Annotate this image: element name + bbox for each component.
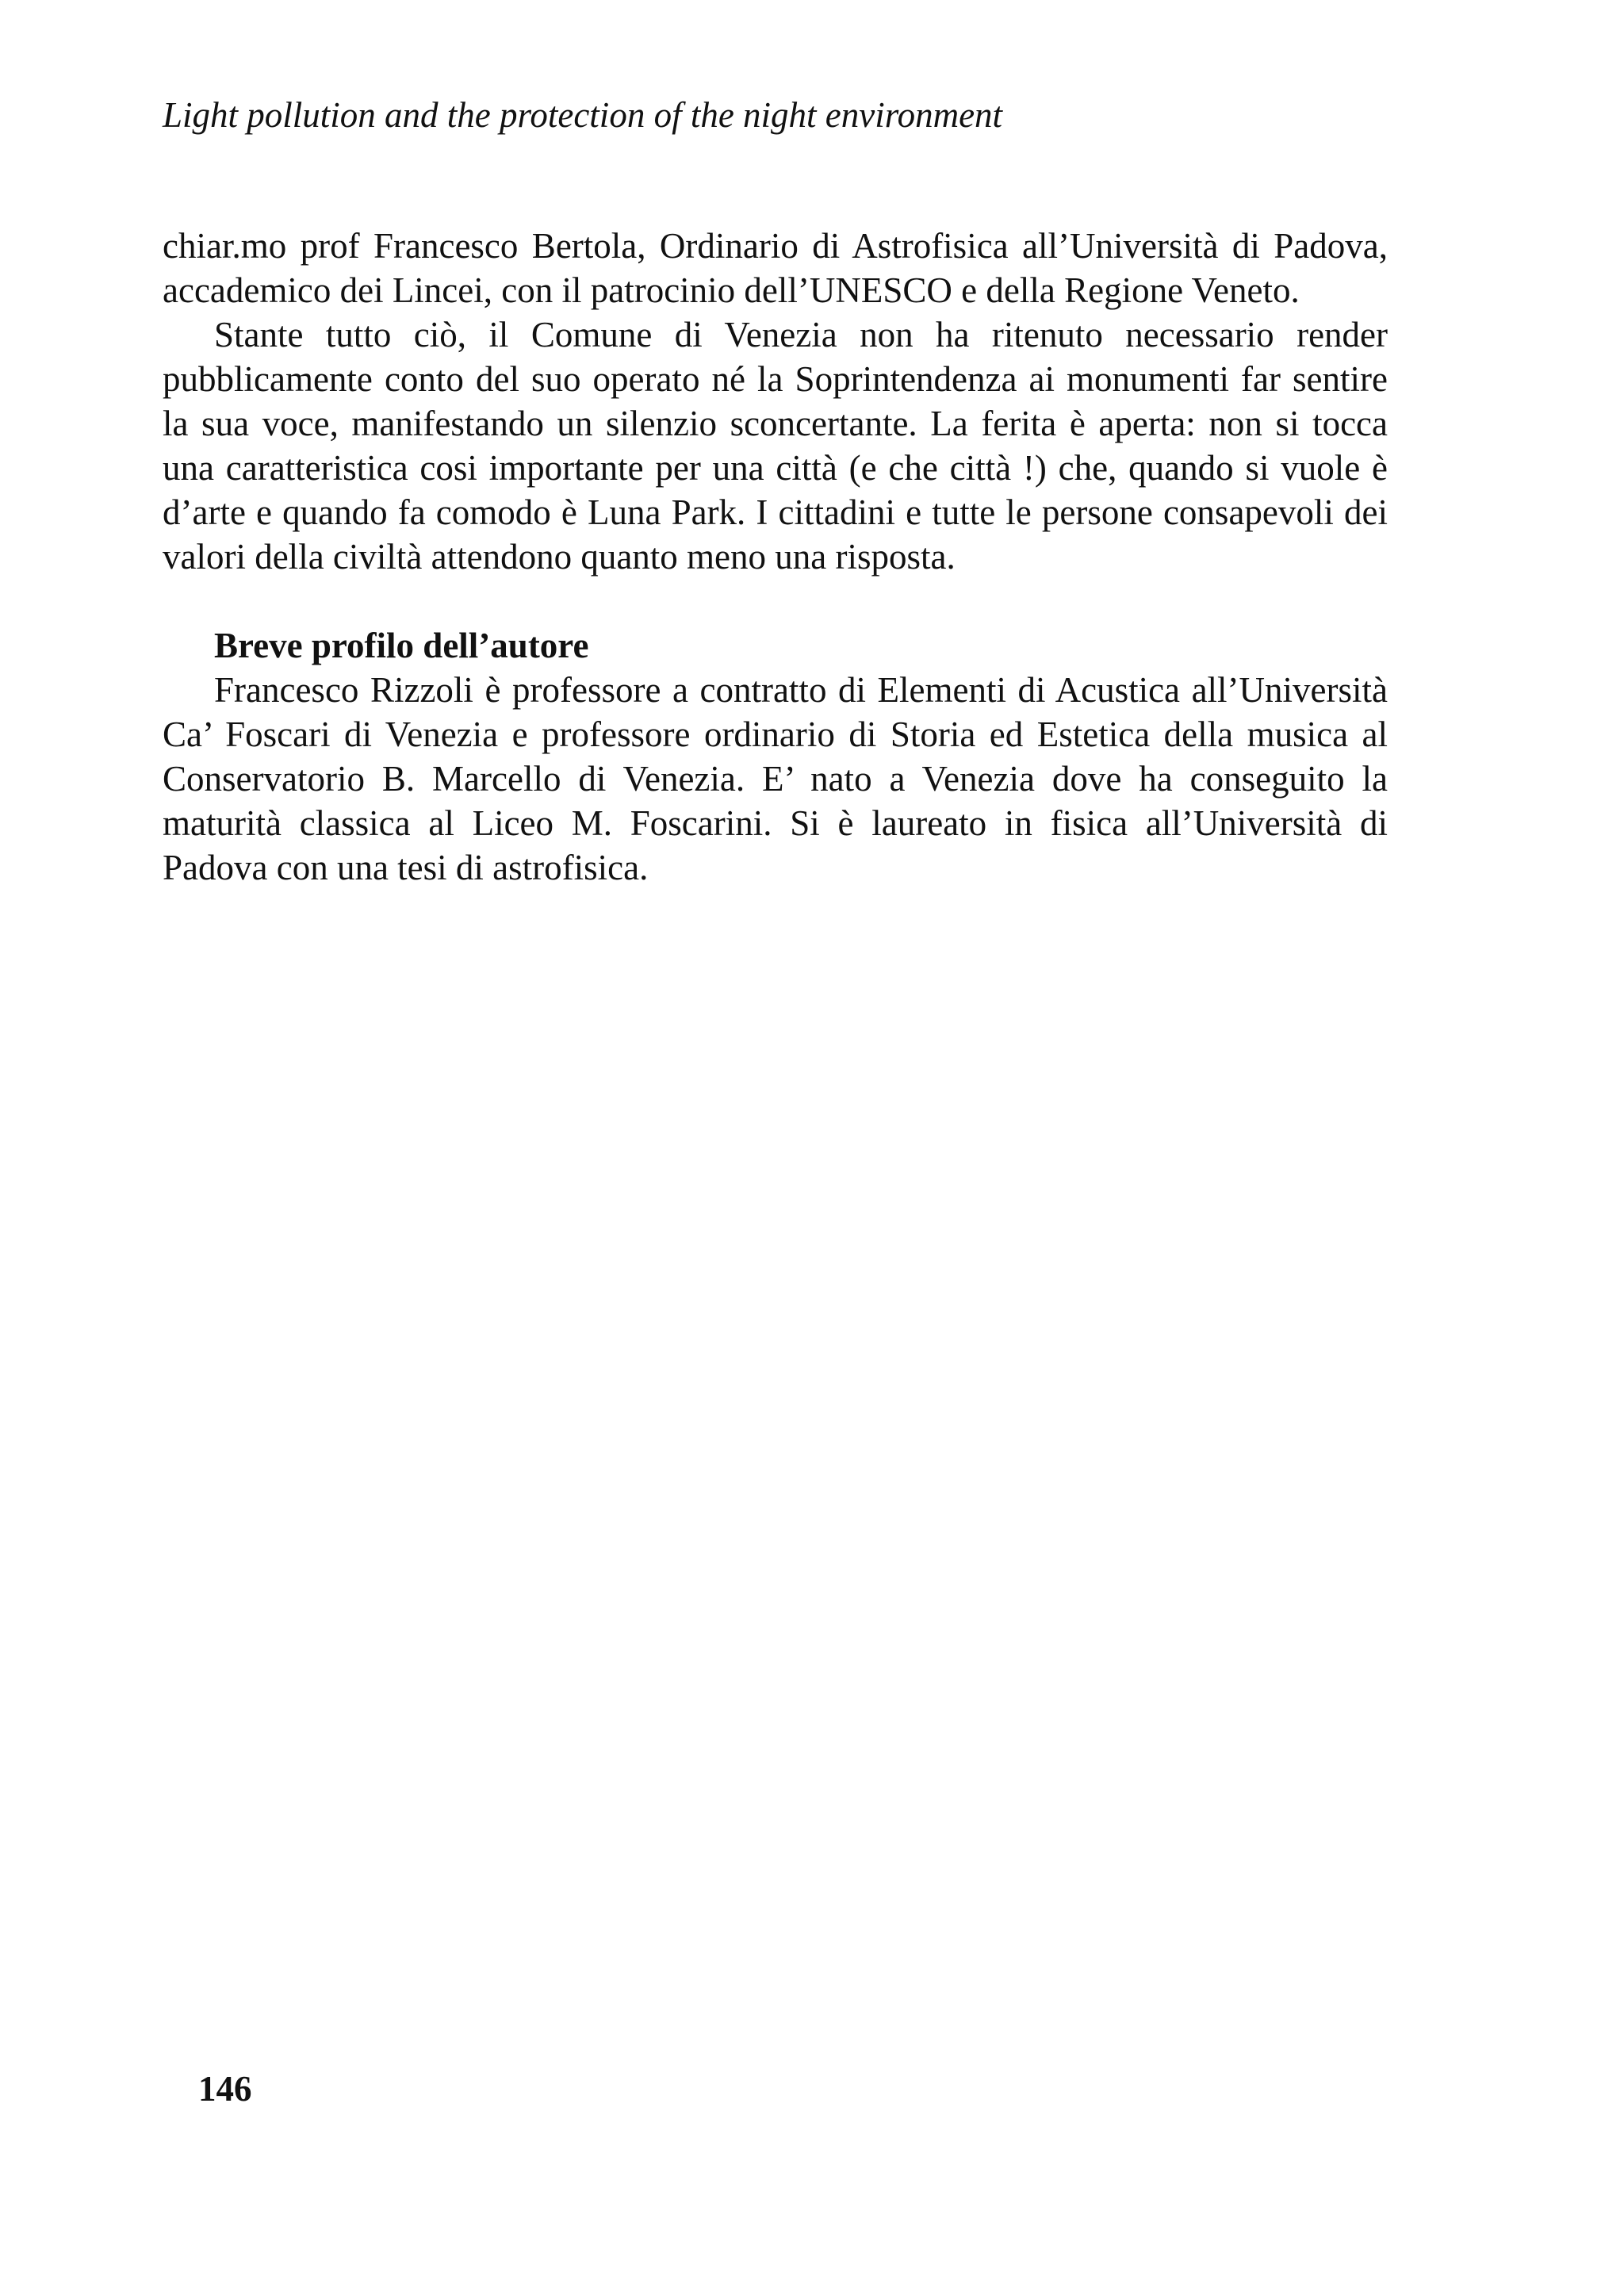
body-paragraph-2: Stante tutto ciò, il Comune di Venezia non ha ritenuto necessario render pubblicamente conto del suo operato né la Soprintendenza ai monumenti far sentire la sua voce, manifestando un silenzio sconcertante. La ferita è aperta: non si tocca una caratteristica cosi importante per una città (e che città !) che, quando si vuole è d’arte e quando fa comodo è Luna Park. I cittadini e tutte le persone consapevoli dei valori della civiltà attendono quanto meno una risposta. xyxy=(163,315,1388,577)
page-body xyxy=(163,224,1388,890)
section-title: Breve profilo dell’autore xyxy=(214,626,589,665)
body-paragraph-3: Francesco Rizzoli è professore a contratto di Elementi di Acustica all’Università Ca’ Foscari di Venezia e professore ordinario di Storia ed Estetica della musica al Conservatorio B. Marcello di Venezia. E’ nato a Venezia dove ha conseguito la maturità classica al Liceo M. Foscarini. Si è laureato in fisica all’Università di Padova con una tesi di astrofisica. xyxy=(163,670,1388,887)
page-number: 146 xyxy=(198,2069,252,2109)
body-paragraph-1: chiar.mo prof Francesco Bertola, Ordinario di Astrofisica all’Università di Padova, accademico dei Lincei, con il patrocinio dell’UNESCO e della Regione Veneto. xyxy=(163,226,1388,310)
running-header: Light pollution and the protection of the night environment xyxy=(163,95,1003,135)
